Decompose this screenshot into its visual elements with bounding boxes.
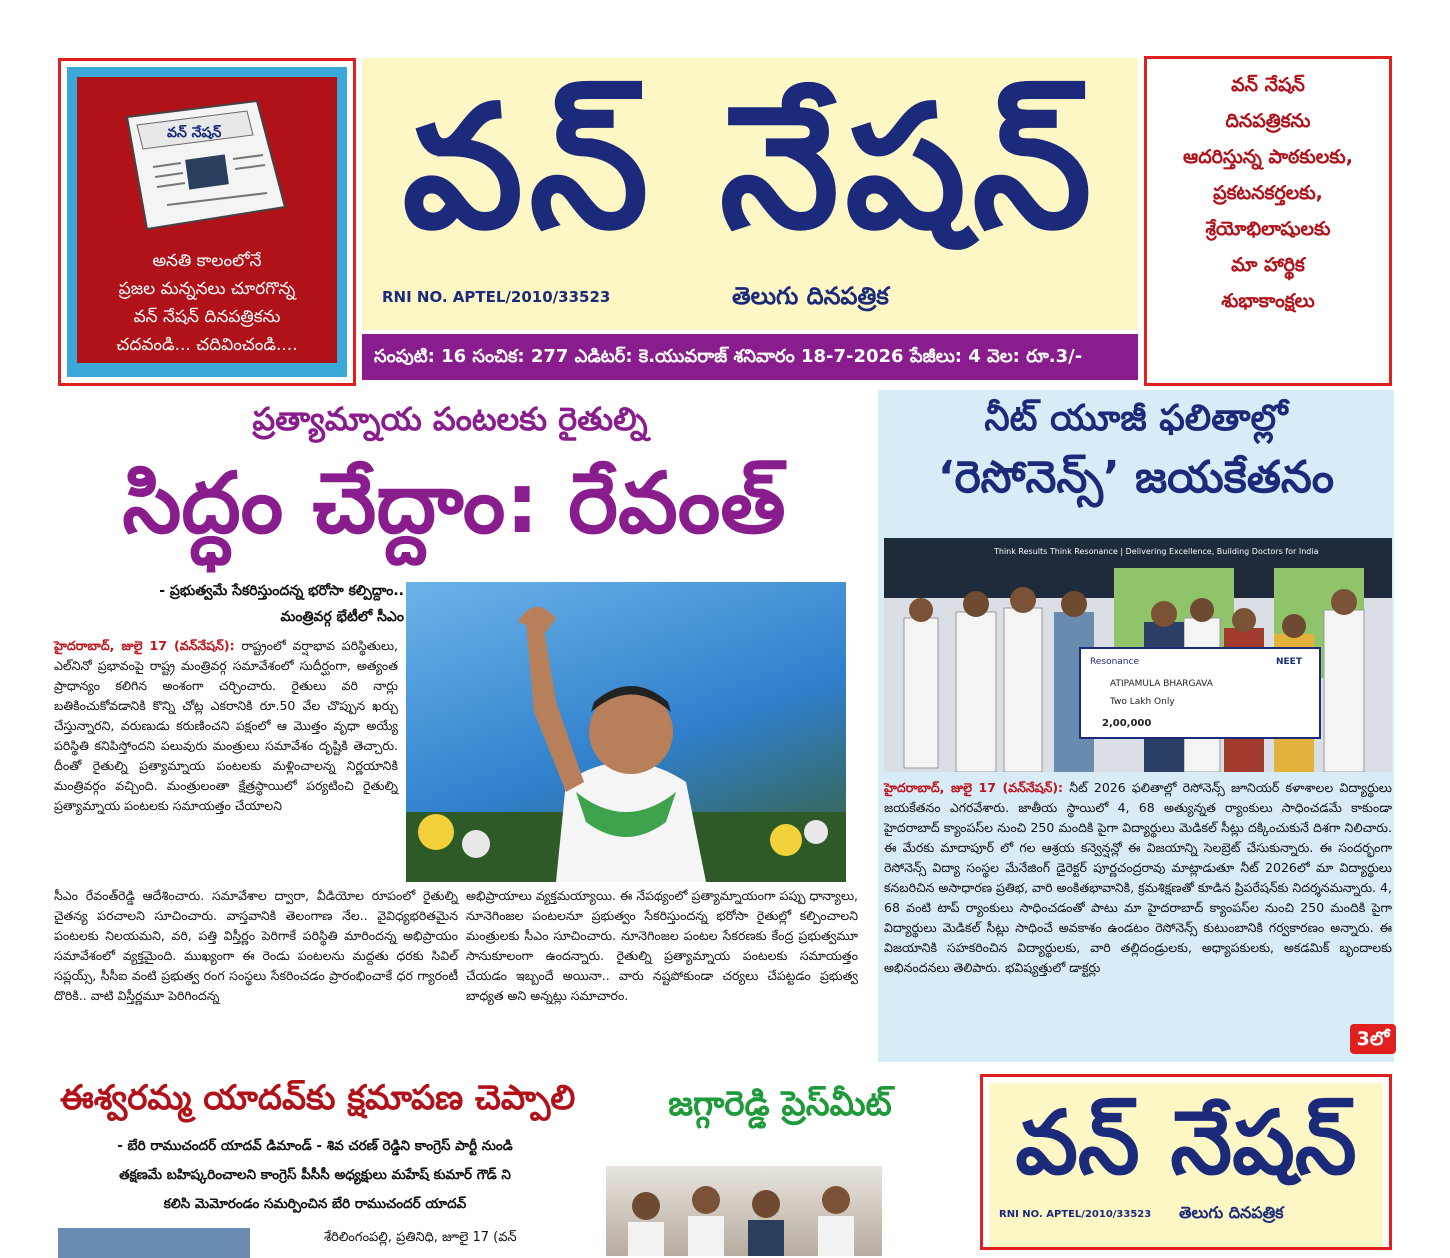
cheque-brand: Resonance xyxy=(1090,657,1139,667)
promo-box xyxy=(58,58,356,386)
promo-line: చదవండి... చదివించండి.... xyxy=(116,335,298,355)
lead-photo xyxy=(406,582,846,882)
lead-body-col1 xyxy=(54,636,398,816)
neet-body-text: నీట్ 2026 ఫలితాల్లో రెసోనెన్స్ జూనియర్ కళాశాలల విద్యార్థులు జయకేతనం ఎగరవేశారు. జాతీయ స్థాయిలో 4, 68 అత్యున్నత ర్యాంకులు సాధించడమే కాకుండా హైదరాబాద్ క్యాంపస్‌ల నుంచి 250 మందికి పైగా విద్యార్థులు మెడికల్ సీట్లు దక్కించుకునే దిశగా నిలిచారు. ఈ మేరకు మాదాపూర్ లో గల ఆశ్రయ కన్వెన్షన్లో ఈ విజయాన్ని సెలబ్రెట్ చేసుకున్నారు. ఈ సందర్భంగా రెసోనెన్స్ విద్యా సంస్థల మేనేజింగ్ డైరెక్టర్ పూర్ణచంద్రరావు మాట్లాడుతూ నీట్ 2026లో మా విద్యార్థులు కనబరిచిన అసాధారణ ప్రతిభ, వారి అంకితభావానికి, క్రమశిక్షణతో కూడిన ప్రిపరేషన్‌కు నిదర్శనమన్నారు. 4, 68 వంటి టాప్ ర్యాంకులు సాధించడంతో పాటు మా హైదరాబాద్ క్యాంపస్‌ల నుంచి 250 మందికి పైగా విద్యార్థులు మెడికల్ సీట్లు సాధించే అవకాశం ఉండటం రెసోనెన్స్ కుటుంబానికి గర్వకారణం అన్నారు. ఈ విజయానికి సహకరించిన విద్యార్థులకు, వారి తల్లిదండ్రులకు, అధ్యాపకులకు, అకడమిక్ బృందాలకు అభినందనలు తెలిపారు. భవిష్యత్తులో డాక్టర్లు xyxy=(884,780,1392,975)
story2-photo xyxy=(58,1228,250,1258)
lead-subheading xyxy=(84,578,404,630)
promo-text xyxy=(77,247,337,359)
masthead xyxy=(362,58,1138,330)
lead-body-col1-continued: సీఎం రేవంత్‌రెడ్డి ఆదేశించారు. సమావేశాల ద్వారా, వీడియోల రూపంలో రైతుల్ని చైతన్య పరచాలని సూచించారు. వాస్తవానికి తెలంగాణ నేల.. వైవిధ్యభరితమైన పంటలకు నిలయమని, వరి, పత్తి విస్తీర్ణం పెరిగాకే పరిస్థితి మారిందన్న అభిప్రాయం సమావేశంలో వ్యక్తమైంది. ముఖ్యంగా ఈ రెండు పంటలను మద్దతు ధరకు సివిల్ సప్లయ్స్, సీసీఐ వంటి ప్రభుత్వ రంగ సంస్థలు సేకరించడం ప్రారంభించాకే ధర గ్యారంటీ దొరికి.. వాటి విస్తీర్ణమూ పెరిగిందన్న xyxy=(54,888,458,1003)
newspaper-icon xyxy=(107,97,297,237)
greeting-line: దినపత్రికను xyxy=(1225,110,1311,132)
lead-body-text: రాష్ట్రంలో వర్షాభావ పరిస్థితులు, ఎల్‌నినో ప్రభావంపై రాష్ట్ర మంత్రివర్గ సమావేశంలో సుదీర్ఘంగా, అత్యంత ప్రాధాన్యం కలిగిన అంశంగా చర్చించారు. రైతులు వరి నార్లు బతికించుకోవడానికి కొన్ని చోట్ల ఎకరానికి రూ.50 వేల చొప్పున ఖర్చు చేస్తున్నారని, వరుణుడు కరుణించని పక్షంలో ఆ మొత్తం వృధా అయ్యే పరిస్థితి కనిపిస్తోందని పలువురు మంత్రులు సమావేశం దృష్టికి తెచ్చారు. దీంతో రైతుల్ని ప్రత్యామ్నాయ పంటలకు మళ్లించాలన్న నిర్ణయానికి మంత్రివర్గం వచ్చింది. మంత్రులంతా క్షేత్రస్థాయిలో పర్యటించి రైతుల్ని ప్రత్యామ్నాయ పంటలకు సమాయత్తం చేయాలని xyxy=(54,638,399,813)
story2-sub-line: - బేరి రాముచందర్ యాదవ్ డిమాండ్ - శివ చరణ్ రెడ్డిని కాంగ్రెస్ పార్టీ నుండి xyxy=(117,1138,513,1154)
issue-info-bar: సంపుటి: 16 సంచిక: 277 ఎడిటర్: కె.యువరాజ్ శనివారం 18-7-2026 పేజీలు: 4 వెల: రూ.3/- xyxy=(362,334,1138,380)
story2-headline: ఈశ్వరమ్మ యాదవ్‌కు క్షమాపణ చెప్పాలి xyxy=(60,1078,576,1118)
lead-body-col2: అభిప్రాయాలు వ్యక్తమయ్యాయి. ఈ నేపథ్యంలో ప్రత్యామ్నాయంగా పప్పు ధాన్యాలు, నూనెగింజల పంటలనూ ప్రభుత్వం సేకరిస్తుందన్న భరోసా రైతుల్లో కల్పించాలని మంత్రులకు సీఎం సూచించారు. నూనెగింజల పంటల సేకరణకు కేంద్ర ప్రభుత్వమూ సానుకూలంగా ఉందన్నారు. రైతుల్ని ప్రత్యామ్నాయ పంటలకు సమాయత్తం చేయడం ఇబ్బందే అయినా.. వారు నష్టపోకుండా చర్యలు చేపట్టడం ప్రభుత్వ బాధ్యత అని అన్నట్లు సమాచారం. xyxy=(466,888,858,1003)
mini-masthead xyxy=(980,1074,1392,1250)
promo-line: అనతి కాలంలోనే xyxy=(152,251,262,271)
neet-headline: ‘రెసోనెన్స్’ జయకేతనం xyxy=(937,452,1335,503)
cheque-payee: ATIPAMULA BHARGAVA xyxy=(1110,679,1213,689)
mini-masthead-tagline: తెలుగు దినపత్రిక xyxy=(1179,1203,1284,1222)
lead-dateline: హైదరాబాద్, జులై 17 (వన్‌నేషన్): xyxy=(54,638,235,653)
press-meet-illustration xyxy=(606,1166,882,1256)
neet-dateline: హైదరాబాద్, జులై 17 (వన్‌నేషన్): xyxy=(884,780,1064,795)
greeting-line: ప్రకటనకర్తలకు, xyxy=(1213,182,1323,204)
story2-sub-line: కలిసి మెమోరండం సమర్పించిన బేరి రాముచందర్ యాదవ్ xyxy=(163,1196,467,1212)
greeting-line: మా హార్థిక xyxy=(1231,254,1305,276)
lead-kicker: ప్రత్యామ్నాయ పంటలకు రైతుల్ని xyxy=(252,400,648,438)
neet-kicker: నీట్ యూజీ ఫలితాల్లో xyxy=(984,398,1288,439)
continued-page-ref[interactable]: 3లో xyxy=(1350,1024,1396,1054)
greeting-line: ఆదరిస్తున్న పాఠకులకు, xyxy=(1183,146,1353,168)
mini-masthead-title: వన్ నేషన్ xyxy=(1015,1091,1357,1194)
svg-text:వన్ నేషన్: వన్ నేషన్ xyxy=(167,125,222,141)
story2-body: శేరిలింగంపల్లి, ప్రతినిధి, జూలై 17 (వన్ xyxy=(324,1230,517,1245)
lead-sub-line: - ప్రభుత్వమే సేకరిస్తుందన్న భరోసా కల్పిద్దాం.. xyxy=(159,583,404,599)
masthead-title: వన్ నేషన్ xyxy=(402,69,1098,267)
greeting-box xyxy=(1144,56,1392,386)
neet-body xyxy=(884,778,1392,978)
promo-line: వన్ నేషన్ దినపత్రికను xyxy=(133,307,281,327)
story2-subheading xyxy=(60,1132,570,1219)
cm-photo-illustration xyxy=(406,582,846,882)
lead-headline: సిద్ధం చేద్దాం: రేవంత్ xyxy=(122,454,786,552)
photo-banner-text: Think Results Think Resonance | Delivering Excellence, Building Doctors for India xyxy=(994,547,1319,556)
story3-headline: జగ్గారెడ్డి ప్రెస్‌మీట్ xyxy=(668,1084,892,1124)
greeting-line: శ్రేయోభిలాషులకు xyxy=(1205,218,1331,240)
story3-photo xyxy=(606,1166,882,1256)
rni-number: RNI NO. APTEL/2010/33523 xyxy=(382,288,611,306)
neet-photo xyxy=(884,538,1392,772)
cheque-amount: 2,00,000 xyxy=(1102,718,1152,729)
story2-sub-line: తక్షణమే బహిష్కరించాలని కాంగ్రెస్ పీసీసీ అధ్యక్షులు మహేష్ కుమార్ గౌడ్ ని xyxy=(119,1167,511,1183)
lead-sub-line: మంత్రివర్గ భేటీలో సీఎం xyxy=(280,609,404,625)
promo-line: ప్రజల మన్ననలు చూరగొన్న xyxy=(118,279,296,299)
cheque-neet: NEET xyxy=(1276,657,1302,667)
mini-rni-number: RNI NO. APTEL/2010/33523 xyxy=(999,1209,1152,1220)
masthead-tagline: తెలుగు దినపత్రిక xyxy=(732,282,889,310)
greeting-line: వన్ నేషన్ xyxy=(1231,74,1305,96)
greeting-line: శుభాకాంక్షలు xyxy=(1221,290,1315,312)
neet-felicitation-illustration xyxy=(884,538,1392,772)
cheque-words: Two Lakh Only xyxy=(1110,697,1175,707)
